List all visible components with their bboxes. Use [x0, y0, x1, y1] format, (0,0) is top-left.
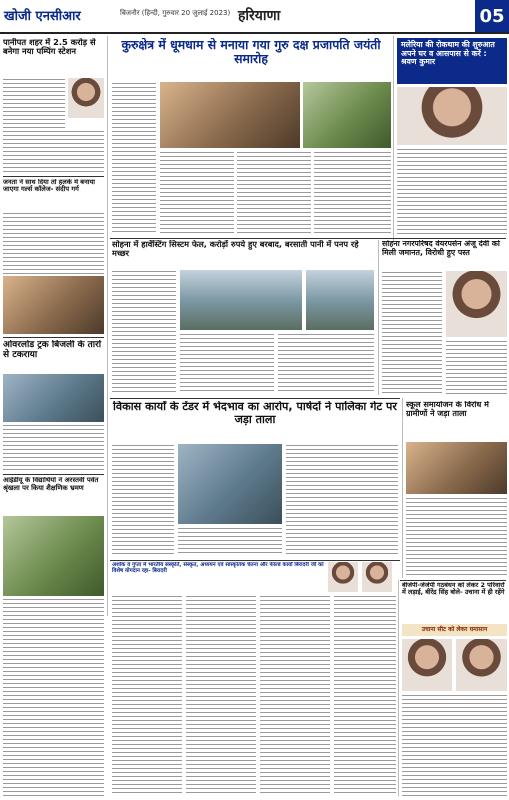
article-ashok-body-col1	[112, 595, 182, 795]
article-college-body	[3, 212, 104, 274]
article-sohna-harvesting-body-col1	[112, 270, 176, 394]
page-number: 05	[475, 0, 509, 34]
article-bjp-portrait-1	[402, 639, 452, 691]
article-panipat-headline: पानीपत शहर में 2.5 करोड़ से बनेगा नया पम्पिंग स्टेशन	[3, 38, 96, 57]
article-sohna-harvesting-headline: सोहना में हार्वेस्टिंग सिस्टम फेल, करोड़ों रुपये हुए बरबाद, बरसाती पानी में पनप रहे मच्छर	[112, 240, 359, 259]
column-divider	[393, 36, 394, 243]
column-divider	[398, 580, 399, 796]
article-vikas-body-col1	[112, 444, 174, 556]
article-sohna-harvesting-body-col2	[180, 333, 274, 394]
article-malaria-headline-box: मलेरिया की रोकथाम की शुरुआत अपने घर व आसपास से करें : श्रवण कुमार	[397, 38, 507, 84]
article-kurukshetra-photo	[160, 82, 300, 148]
article-ashok-body-col3	[260, 595, 330, 795]
article-aarduinu-headline: आईडीयू के विद्यार्थियों ने अरस्तवी पर्वत श्रृंखला पर किया शैक्षणिक भ्रमण	[3, 477, 99, 492]
column-divider	[402, 398, 403, 578]
article-kurukshetra-body-col4	[314, 151, 391, 234]
article-overload-headline: ओवरलोड ट्रक बिजली के तारों से टकराया	[3, 340, 102, 361]
article-kurukshetra-body-col2	[160, 151, 234, 234]
article-bjp-portrait-2	[456, 639, 507, 691]
article-ashok-portrait-2	[362, 562, 392, 592]
article-malaria-photo	[397, 87, 507, 145]
article-ashok-body-col2	[186, 595, 256, 795]
article-aarduinu-photo	[3, 516, 104, 596]
article-bjp-body	[402, 694, 507, 796]
article-vikas-body-col2	[178, 527, 282, 556]
article-vikas-headline: विकास कार्यों के टेंडर में भेदभाव का आरोप, पार्षदों ने पालिका गेट पर जड़ा ताला	[113, 401, 397, 426]
article-panipat-body	[3, 78, 65, 130]
article-panipat-body-continued	[3, 130, 104, 174]
article-sohna-nagar-body-col1	[382, 271, 442, 395]
article-school-headline: स्कूल समायोजन के विरोध में ग्रामीणों ने जड़ा ताला	[406, 401, 489, 418]
section-rule	[3, 474, 104, 475]
article-ashok-body-col4	[334, 595, 396, 795]
article-vikas-body-col3	[286, 444, 398, 556]
article-sohna-harvesting-photo-2	[306, 270, 374, 330]
section-rule	[110, 560, 400, 561]
article-school-body	[406, 497, 507, 577]
article-overload-body	[3, 424, 104, 472]
article-aarduinu-body	[3, 598, 104, 796]
article-sohna-harvesting-photo	[180, 270, 302, 330]
article-uchana-kicker: उचाना सीट को लेकर घमासान	[402, 624, 507, 636]
section-rule	[3, 176, 104, 177]
article-ashok-portrait-1	[328, 562, 358, 592]
column-divider	[107, 36, 108, 616]
masthead	[0, 0, 509, 34]
section-rule	[110, 398, 400, 399]
column-divider	[378, 240, 379, 395]
article-vikas-photo	[178, 444, 282, 524]
section-rule	[400, 580, 506, 581]
article-college-headline: जनता ने साथ दिया तो हलके में बनाया जाएगा गर्ल्स कॉलेज- संदीप गर्ग	[3, 179, 95, 194]
article-sohna-harvesting-body-col3	[278, 333, 374, 394]
article-malaria-body	[397, 148, 507, 236]
article-college-photo	[3, 276, 104, 334]
article-panipat-portrait	[68, 78, 104, 118]
issue-date: बिजनौर (हिन्दी, गुरुवार 20 जुलाई 2023)	[120, 9, 231, 17]
newspaper-logo: खोजी एनसीआर	[4, 9, 81, 24]
article-sohna-nagar-body-col2	[446, 340, 507, 395]
article-kurukshetra-photo-2	[303, 82, 391, 148]
article-sohna-nagar-headline: सोहना नगरपरिषद वेयरपर्सन अंजू देवी को मिली जमानत, विरोधी हुए पस्त	[382, 240, 500, 257]
article-school-photo	[406, 442, 507, 494]
section-rule	[3, 337, 104, 338]
article-ashok-headline: अशोक व गुप्ता में भारतीय संस्कृति, संस्कृत, अध्ययन एवं सांस्कृतिक चेतना और फील्ड कार्यों बिरादरी जी को विशेष योगदान रहा- बिरादरी	[112, 562, 324, 575]
article-kurukshetra-body-col1	[112, 82, 156, 234]
article-overload-photo	[3, 374, 104, 422]
article-kurukshetra-headline: कुरुक्षेत्र में धूमधाम से मनाया गया गुरु दक्ष प्रजापति जयंती समारोह	[121, 38, 381, 66]
article-kurukshetra-body-col3	[237, 151, 311, 234]
section-title: हरियाणा	[238, 8, 281, 24]
section-rule	[110, 238, 506, 239]
article-bjp-headline: बीजेपी-जेजेपी गठबंधन को लेकर 2 परिवारों में लड़ाई, बीरेंद्र सिंह बोले- उचाना में ही रहेंगे	[402, 582, 505, 597]
article-sohna-nagar-portrait	[446, 271, 507, 337]
